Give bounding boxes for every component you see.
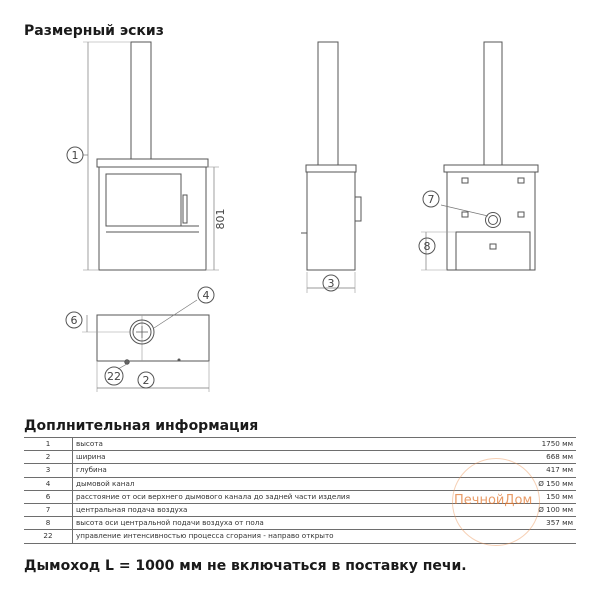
callout-6-label: 6	[70, 314, 78, 327]
front-door-handle	[183, 195, 187, 223]
spec-value: 668 мм	[500, 451, 576, 464]
spec-number: 3	[24, 464, 73, 477]
callout-7-label: 7	[427, 193, 435, 206]
watermark-logo: ПечнойДом	[454, 493, 533, 508]
side-chimney	[318, 42, 338, 165]
front-body	[99, 167, 206, 270]
front-top-plate	[97, 159, 208, 167]
rear-chimney	[484, 42, 502, 165]
spec-label: глубина	[73, 464, 501, 477]
dimension-801-label: 801	[214, 208, 227, 230]
spec-number: 1	[24, 438, 73, 451]
spec-value: 357 мм	[500, 517, 576, 530]
spec-label: расстояние от оси верхнего дымового канала до задней части изделия	[73, 490, 501, 503]
front-chimney	[131, 42, 151, 159]
top-outline	[97, 315, 209, 361]
spec-number: 2	[24, 451, 73, 464]
rear-view	[421, 42, 538, 270]
rear-air-inlet-inner	[489, 216, 498, 225]
spec-value: 417 мм	[500, 464, 576, 477]
spec-number: 7	[24, 503, 73, 516]
sketch-heading: Размерный эскиз	[24, 23, 164, 39]
rear-bolt	[462, 212, 468, 217]
spec-number: 8	[24, 517, 73, 530]
chimney-note: Дымоход L = 1000 мм не включаться в поставку печи.	[24, 558, 467, 574]
spec-number: 4	[24, 477, 73, 490]
callout-2-label: 2	[142, 374, 150, 387]
callout-22-label: 22	[107, 370, 121, 383]
rear-lower-panel	[456, 232, 530, 270]
spec-label: управление интенсивностью процесса сгорания - направо открыто	[73, 530, 501, 543]
side-handle	[355, 197, 361, 221]
front-view	[83, 42, 219, 270]
top-air-control	[125, 360, 129, 364]
rear-air-inlet	[486, 213, 501, 228]
spec-row	[24, 438, 576, 451]
front-door-glass	[106, 174, 181, 226]
callout-8-label: 8	[423, 240, 431, 253]
callout-1-label: 1	[71, 149, 79, 162]
spec-label: дымовой канал	[73, 477, 501, 490]
side-top-plate	[306, 165, 356, 172]
side-body	[307, 172, 355, 270]
spec-value: 1750 мм	[500, 438, 576, 451]
spec-value: Ø 100 мм	[500, 503, 576, 516]
callout-4-label: 4	[202, 289, 210, 302]
rear-top-plate	[444, 165, 538, 172]
spec-label: центральная подача воздуха	[73, 503, 501, 516]
side-view	[301, 42, 361, 293]
rear-bolt	[518, 212, 524, 217]
rear-bolt	[462, 178, 468, 183]
spec-number: 22	[24, 530, 73, 543]
info-heading: Доплнительная информация	[24, 418, 259, 434]
spec-label: ширина	[73, 451, 501, 464]
spec-number: 6	[24, 490, 73, 503]
spec-label: высота	[73, 438, 501, 451]
spec-label: высота оси центральной подачи воздуха от пола	[73, 517, 501, 530]
callout-3-label: 3	[327, 277, 335, 290]
spec-value: 150 мм	[500, 490, 576, 503]
spec-value: Ø 150 мм	[500, 477, 576, 490]
rear-bolt	[518, 178, 524, 183]
rear-bolt	[490, 244, 496, 249]
rear-body	[447, 172, 535, 270]
